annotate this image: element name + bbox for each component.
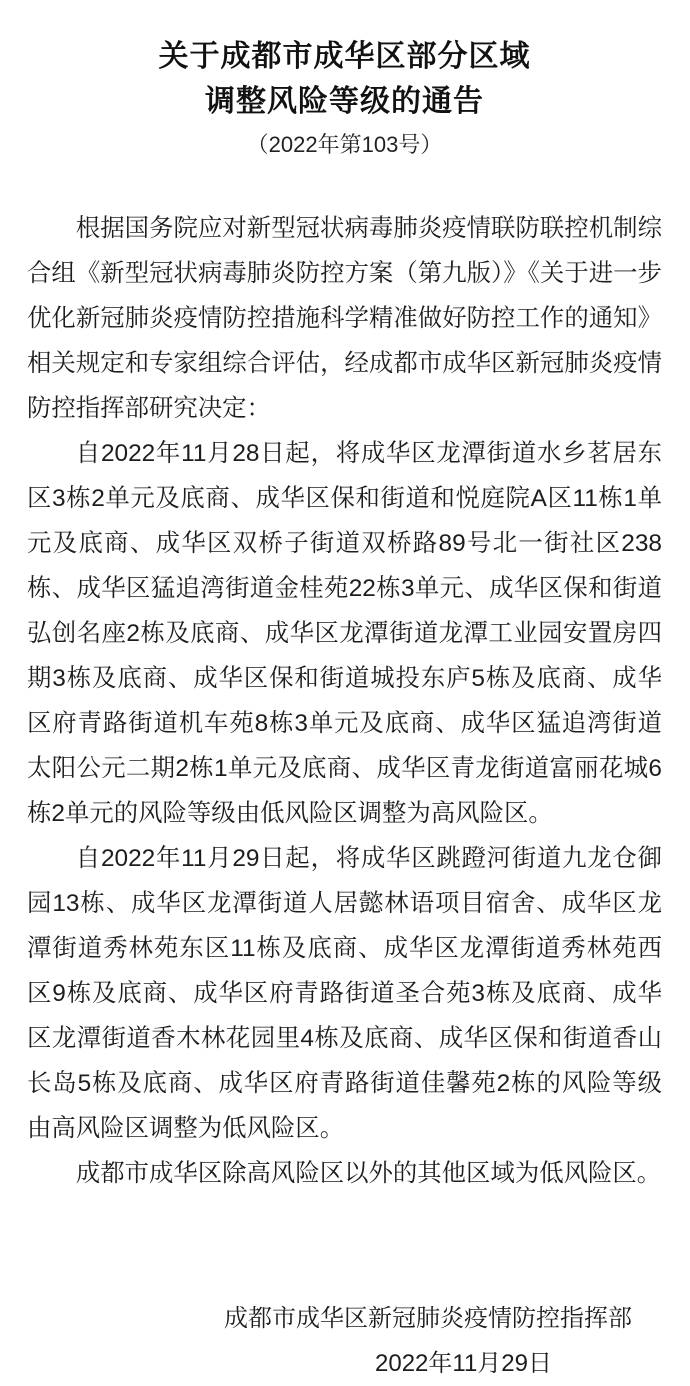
paragraph-legal-basis: 根据国务院应对新型冠状病毒肺炎疫情联防联控机制综合组《新型冠状病毒肺炎防控方案（第九版）》《关于进一步优化新冠肺炎疫情防控措施科学精准做好防控工作的通知》相关规定和专家组综合评估，经成都市成华区新冠肺炎疫情防控指挥部研究决定： <box>27 215 662 422</box>
issue-date: 2022年11月29日 <box>375 1350 552 1377</box>
notice-title-line-1: 关于成都市成华区部分区域 <box>158 40 531 73</box>
document-number: （2022年第103号） <box>246 132 443 157</box>
issuing-authority: 成都市成华区新冠肺炎疫情防控指挥部 <box>224 1305 632 1332</box>
notice-title <box>27 34 662 124</box>
paragraph-downgrade-low-risk: 自2022年11月29日起，将成华区跳蹬河街道九龙仓御园13栋、成华区龙潭街道人居懿林语项目宿舍、成华区龙潭街道秀林苑东区11栋及底商、成华区龙潭街道秀林苑西区9栋及底商、成华区府青路街道圣合苑3栋及底商、成华区龙潭街道香木林花园里4栋及底商、成华区保和街道香山长岛5栋及底商、成华区府青路街道佳馨苑2栋的风险等级由高风险区调整为低风险区。 <box>27 845 662 1142</box>
notice-title-line-2: 调整风险等级的通告 <box>205 85 484 118</box>
paragraph-upgrade-high-risk: 自2022年11月28日起，将成华区龙潭街道水乡茗居东区3栋2单元及底商、成华区保和街道和悦庭院A区11栋1单元及底商、成华区双桥子街道双桥路89号北一街社区238栋、成华区猛追湾街道金桂苑22栋3单元、成华区保和街道弘创名座2栋及底商、成华区龙潭街道龙潭工业园安置房四期3栋及底商、成华区保和街道城投东庐5栋及底商、成华区府青路街道机车苑8栋3单元及底商、成华区猛追湾街道太阳公元二期2栋1单元及底商、成华区青龙街道富丽花城6栋2单元的风险等级由低风险区调整为高风险区。 <box>27 440 662 827</box>
notice-header <box>27 34 662 162</box>
paragraph-other-areas: 成都市成华区除高风险区以外的其他区域为低风险区。 <box>75 1160 662 1187</box>
signature-block <box>27 1296 662 1386</box>
notice-body <box>27 206 662 1196</box>
